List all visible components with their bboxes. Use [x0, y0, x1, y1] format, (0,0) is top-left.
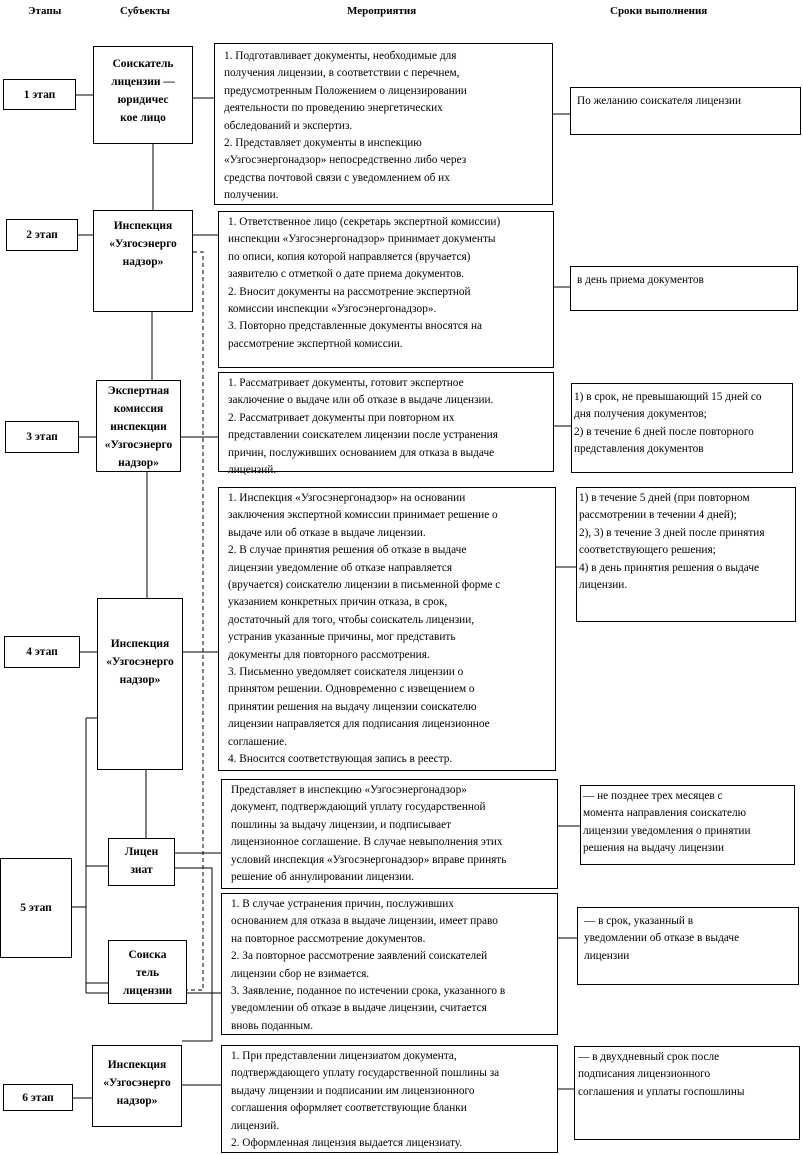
deadline-stage-1: [570, 87, 801, 135]
text-line: 4) в день принятия решения о выдаче: [579, 561, 760, 574]
text-line: лицензии сбор не взимается.: [231, 967, 370, 980]
text-line: По желанию соискателя лицензии: [577, 95, 742, 107]
text-line: тель: [135, 967, 160, 979]
text-line: надзор»: [118, 457, 159, 469]
text-line: инспекции: [110, 421, 167, 433]
text-line: в день приема документов: [577, 274, 704, 286]
text-line: надзор»: [119, 674, 161, 686]
text-line: надзор»: [116, 1095, 158, 1107]
text-line: представлении соискателем лицензии после устранения: [228, 429, 498, 442]
text-line: 1. Рассматривает документы, готовит экспертное: [228, 377, 464, 389]
text-line: 2. За повторное рассмотрение заявлений соискателей: [231, 950, 488, 963]
text-line: устранив указанные причины, мог представить: [228, 631, 456, 644]
subject-licensee: [108, 838, 175, 886]
activity-stage-4: [218, 487, 556, 771]
text-line: «Узгосэнерго: [104, 439, 173, 451]
header-stages: Этапы: [28, 5, 62, 17]
text-line: принятии решения на выдачу лицензии соискателю: [228, 700, 477, 713]
text-line: Инспекция: [107, 1059, 167, 1071]
text-line: на повторное рассмотрение документов.: [231, 932, 426, 945]
stage-1: 1 этап: [3, 79, 76, 110]
text-line: вновь поданным.: [231, 1019, 314, 1032]
text-line: Инспекция: [113, 220, 173, 232]
text-line: Лицен: [124, 846, 159, 858]
text-line: лицензий.: [231, 1119, 280, 1132]
text-line: «Узгосэнергонадзор» непосредственно либо через: [224, 154, 467, 167]
activity-stage-5-applicant: [221, 893, 558, 1035]
activity-stage-5-licensee: [221, 779, 558, 889]
text-line: юридичес: [117, 94, 169, 106]
text-line: основанием для отказа в выдаче лицензии, имеет право: [231, 915, 498, 928]
text-line: решение об аннулировании лицензии.: [231, 871, 415, 884]
text-line: 2. В случае принятия решения об отказе в выдаче: [228, 544, 467, 557]
text-line: Соискатель: [112, 58, 174, 70]
text-line: соглашения оформляет соответствующие бланки: [231, 1102, 467, 1115]
text-line: — в двухдневный срок после: [578, 1051, 720, 1063]
text-line: 1. Подготавливает документы, необходимые для: [224, 50, 457, 62]
text-line: достаточный для того, чтобы соискатель лицензии,: [228, 613, 475, 626]
text-line: Экспертная: [107, 385, 170, 397]
stage-5: 5 этап: [0, 858, 72, 958]
text-line: выдачу лицензии и подписании им лицензионного: [231, 1084, 475, 1097]
text-line: подписания лицензионного: [578, 1068, 711, 1081]
header-subjects: Субъекты: [120, 5, 170, 17]
text-line: — не позднее трех месяцев с: [583, 790, 723, 802]
text-line: кое лицо: [120, 112, 166, 124]
text-line: 2. Оформленная лицензия выдается лицензиату.: [231, 1137, 463, 1150]
text-line: «Узгосэнерго: [109, 238, 177, 250]
text-line: заключения экспертной комиссии принимает решение о: [228, 509, 498, 522]
subject-expert-commission: [96, 380, 181, 472]
text-line: лицензии уведомления о принятии: [583, 824, 751, 837]
header-deadlines: Сроки выполнения: [610, 5, 708, 17]
text-line: 2), 3) в течение 3 дней после принятия: [579, 526, 765, 539]
text-line: Соиска: [128, 949, 167, 961]
text-line: лицензии: [584, 949, 630, 962]
text-line: выдаче или об отказе в выдаче лицензии.: [228, 526, 426, 539]
activity-stage-3: [218, 372, 554, 477]
text-line: лицензии —: [111, 76, 175, 88]
text-line: 4. Вносится соответствующая запись в реестр.: [228, 753, 453, 766]
text-line: комиссии инспекции «Узгосэнергонадзор».: [228, 303, 437, 316]
deadline-stage-4: [576, 487, 796, 622]
deadline-stage-5-licensee: [580, 785, 795, 865]
text-line: 3. Письменно уведомляет соискателя лицензии о: [228, 666, 464, 679]
text-line: «Узгосэнерго: [106, 656, 174, 668]
activity-stage-2: [218, 211, 554, 368]
text-line: документы для повторного рассмотрения.: [228, 648, 430, 661]
subject-applicant-legal-entity: [93, 46, 193, 144]
text-line: 2) в течение 6 дней после повторного: [574, 425, 754, 438]
activity-stage-1: [214, 43, 553, 205]
text-line: соглашения и уплаты госпошлины: [578, 1085, 745, 1098]
stage-6: 6 этап: [3, 1084, 73, 1111]
text-line: инспекции «Узгосэнергонадзор» принимает документы: [228, 233, 496, 246]
text-line: по описи, копия которой направляется (вручается): [228, 250, 471, 263]
text-line: — в срок, указанный в: [584, 915, 694, 927]
text-line: заключение о выдаче или об отказе в выдаче лицензии.: [228, 394, 494, 407]
text-line: документ, подтверждающий уплату государственной: [231, 801, 486, 814]
text-line: 1. При представлении лицензиатом документа,: [231, 1050, 457, 1062]
text-line: дня получения документов;: [574, 408, 707, 421]
stage-3: 3 этап: [5, 421, 79, 453]
text-line: получения лицензии, в соответствии с перечнем,: [224, 67, 460, 80]
text-line: 1) в срок, не превышающий 15 дней со: [574, 391, 762, 403]
text-line: средства почтовой связи с уведомлением об их: [224, 171, 450, 184]
text-line: лицензии направляется для подписания лицензионное: [228, 718, 490, 731]
text-line: надзор»: [122, 256, 164, 268]
header-activities: Мероприятия: [347, 5, 417, 17]
text-line: пошлины за выдачу лицензии, и подписывает: [231, 818, 452, 831]
stage-2: 2 этап: [6, 219, 78, 251]
text-line: причин, послуживших основанием для отказа в выдаче: [228, 446, 495, 459]
subject-license-applicant: [108, 940, 187, 1004]
text-line: уведомлении об отказе в выдаче лицензии, считается: [231, 1002, 487, 1015]
subject-inspection-stage-6: [92, 1045, 182, 1127]
text-line: лицензионное соглашение. В случае невыполнения этих: [231, 836, 503, 849]
text-line: уведомлении об отказе в выдаче: [584, 932, 740, 945]
text-line: лицензии уведомление об отказе направляется: [228, 561, 453, 574]
deadline-stage-2: [570, 266, 798, 311]
text-line: Представляет в инспекцию «Узгосэнергонадзор»: [231, 784, 467, 796]
deadline-stage-5-applicant: [577, 907, 799, 985]
deadline-stage-3: [571, 383, 793, 473]
text-line: рассмотрение экспертной комиссии.: [228, 337, 403, 350]
subject-inspection-stage-4: [97, 598, 183, 770]
text-line: комиссия: [113, 403, 164, 415]
text-line: 2. Рассматривает документы при повторном их: [228, 411, 455, 424]
text-line: решения на выдачу лицензии: [583, 842, 725, 855]
text-line: 3. Повторно представленные документы вносятся на: [228, 320, 482, 333]
text-line: 1) в течение 5 дней (при повторном: [579, 492, 750, 504]
text-line: (вручается) соискателю лицензии в письменной форме с: [228, 579, 501, 592]
subject-inspection-stage-2: [93, 210, 193, 312]
text-line: рассмотрении в течении 4 дней);: [579, 509, 737, 522]
text-line: 1. В случае устранения причин, послуживших: [231, 898, 454, 910]
text-line: обследований и экспертиз.: [224, 119, 353, 132]
text-line: Инспекция: [110, 638, 170, 650]
text-line: заявителю с отметкой о дате приема документов.: [228, 268, 465, 281]
text-line: принятом решении. Одновременно с извещением о: [228, 683, 475, 696]
text-line: указанием конкретных причин отказа, в срок,: [228, 596, 448, 609]
text-line: момента направления соискателю: [583, 807, 747, 820]
text-line: «Узгосэнерго: [103, 1077, 171, 1089]
text-line: 1. Ответственное лицо (секретарь экспертной комиссии): [228, 216, 501, 228]
text-line: подтверждающего уплату государственной пошлины за: [231, 1067, 500, 1080]
text-line: 2. Представляет документы в инспекцию: [224, 137, 422, 150]
text-line: соответствующего решения;: [579, 544, 716, 557]
text-line: условий инспекция «Узгосэнергонадзор» вправе принять: [231, 853, 507, 866]
text-line: представления документов: [574, 443, 704, 456]
text-line: 2. Вносит документы на рассмотрение экспертной: [228, 285, 471, 298]
text-line: деятельности по проведению энергетических: [224, 102, 443, 115]
text-line: 1. Инспекция «Узгосэнергонадзор» на основании: [228, 492, 466, 504]
text-line: лицензии: [122, 985, 173, 997]
deadline-stage-6: [574, 1046, 800, 1140]
activity-stage-6: [221, 1045, 558, 1153]
stage-4: 4 этап: [4, 636, 80, 668]
text-line: получении.: [224, 189, 279, 202]
text-line: лицензии.: [579, 579, 628, 592]
text-line: предусмотренным Положением о лицензировании: [224, 84, 467, 97]
text-line: соглашение.: [228, 735, 288, 748]
text-line: лицензий.: [228, 464, 277, 477]
text-line: зиат: [130, 864, 153, 876]
text-line: 3. Заявление, поданное по истечении срока, указанного в: [231, 985, 506, 998]
